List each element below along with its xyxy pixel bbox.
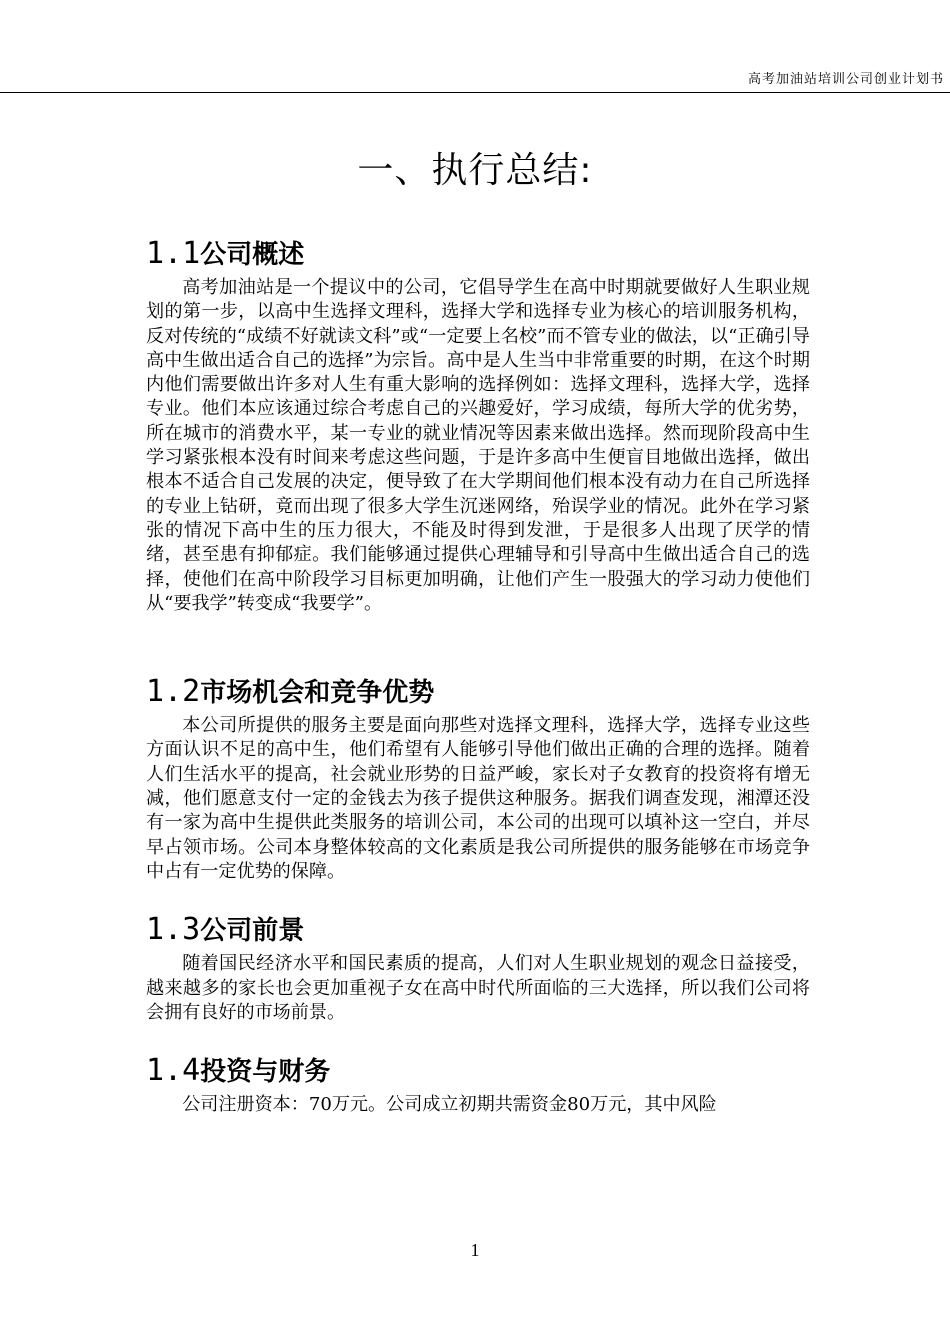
section-paragraph: 本公司所提供的服务主要是面向那些对选择文理科，选择大学，选择专业这些方面认识不足的高中生，他们希望有人能够引导他们做出正确的合理的选择。随着人们生活水平的提高，社会就业形势的日益严峻，家长对子女教育的投资将有增无减，他们愿意支付一定的金钱去为孩子提供这种服务。据我们调查发现，湘潭还没有一家为高中生提供此类服务的培训公司，本公司的出现可以填补这一空白，并尽早占领市场。公司本身整体较高的文化素质是我公司所提供的服务能够在市场竞争中占有一定优势的保障。: [146, 715, 810, 882]
section-heading: [146, 232, 810, 276]
section-heading: [146, 908, 810, 952]
section-title: 市场机会和竞争优势: [200, 678, 435, 709]
section-heading: [146, 1049, 810, 1093]
section-number: 1.2: [146, 674, 201, 710]
spacer: [146, 884, 810, 908]
document-body: [146, 232, 810, 1117]
section-paragraph: 随着国民经济水平和国民素质的提高，人们对人生职业规划的观念日益接受，越来越多的家长也会更加重视子女在高中时代所面临的三大选择，所以我们公司将会拥有良好的市场前景。: [146, 953, 810, 1023]
section-company-outlook: [146, 908, 810, 1025]
spacer: [146, 616, 810, 670]
section-number: 1.4: [146, 1053, 201, 1089]
header-rule: [0, 92, 950, 93]
section-paragraph: 高考加油站是一个提议中的公司，它倡导学生在高中时期就要做好人生职业规划的第一步，以高中生选择文理科，选择大学和选择专业为核心的培训服务机构，反对传统的“成绩不好就读文科”或“一定要上名校”而不管专业的做法，以“正确引导高中生做出适合自己的选择”为宗旨。高中是人生当中非常重要的时期，在这个时期内他们需要做出许多对人生有重大影响的选择例如：选择文理科，选择大学，选择专业。他们本应该通过综合考虑自己的兴趣爱好，学习成绩，每所大学的优劣势，所在城市的消费水平，某一专业的就业情况等因素来做出选择。然而现阶段高中生学习紧张根本没有时间来考虑这些问题，于是许多高中生便盲目地做出选择，做出根本不适合自己发展的决定，便导致了在大学期间他们根本没有动力在自己所选择的专业上钻研，竟而出现了很多大学生沉迷网络，殆误学业的情况。此外在学习紧张的情况下高中生的压力很大，不能及时得到发泄，于是很多人出现了厌学的情绪，甚至患有抑郁症。我们能够通过提供心理辅导和引导高中生做出适合自己的选择，使他们在高中阶段学习目标更加明确，让他们产生一股强大的学习动力使他们从“要我学”转变成“我要学”。: [146, 277, 810, 614]
section-company-overview: [146, 232, 810, 616]
section-paragraph: 公司注册资本：70万元。公司成立初期共需资金80万元，其中风险: [182, 1094, 717, 1116]
section-title: 投资与财务: [200, 1057, 331, 1088]
section-investment-finance: [146, 1049, 810, 1117]
spacer: [146, 1025, 810, 1049]
page-number: 1: [470, 1240, 480, 1260]
section-number: 1.3: [146, 912, 201, 948]
running-header: 高考加油站培训公司创业计划书: [747, 72, 944, 87]
section-heading: [146, 670, 810, 714]
section-market-opportunity: [146, 670, 810, 884]
main-title: 一、执行总结:: [357, 150, 593, 191]
section-number: 1.1: [146, 236, 201, 271]
section-title: 公司前景: [200, 916, 305, 947]
section-title: 公司概述: [200, 240, 305, 270]
